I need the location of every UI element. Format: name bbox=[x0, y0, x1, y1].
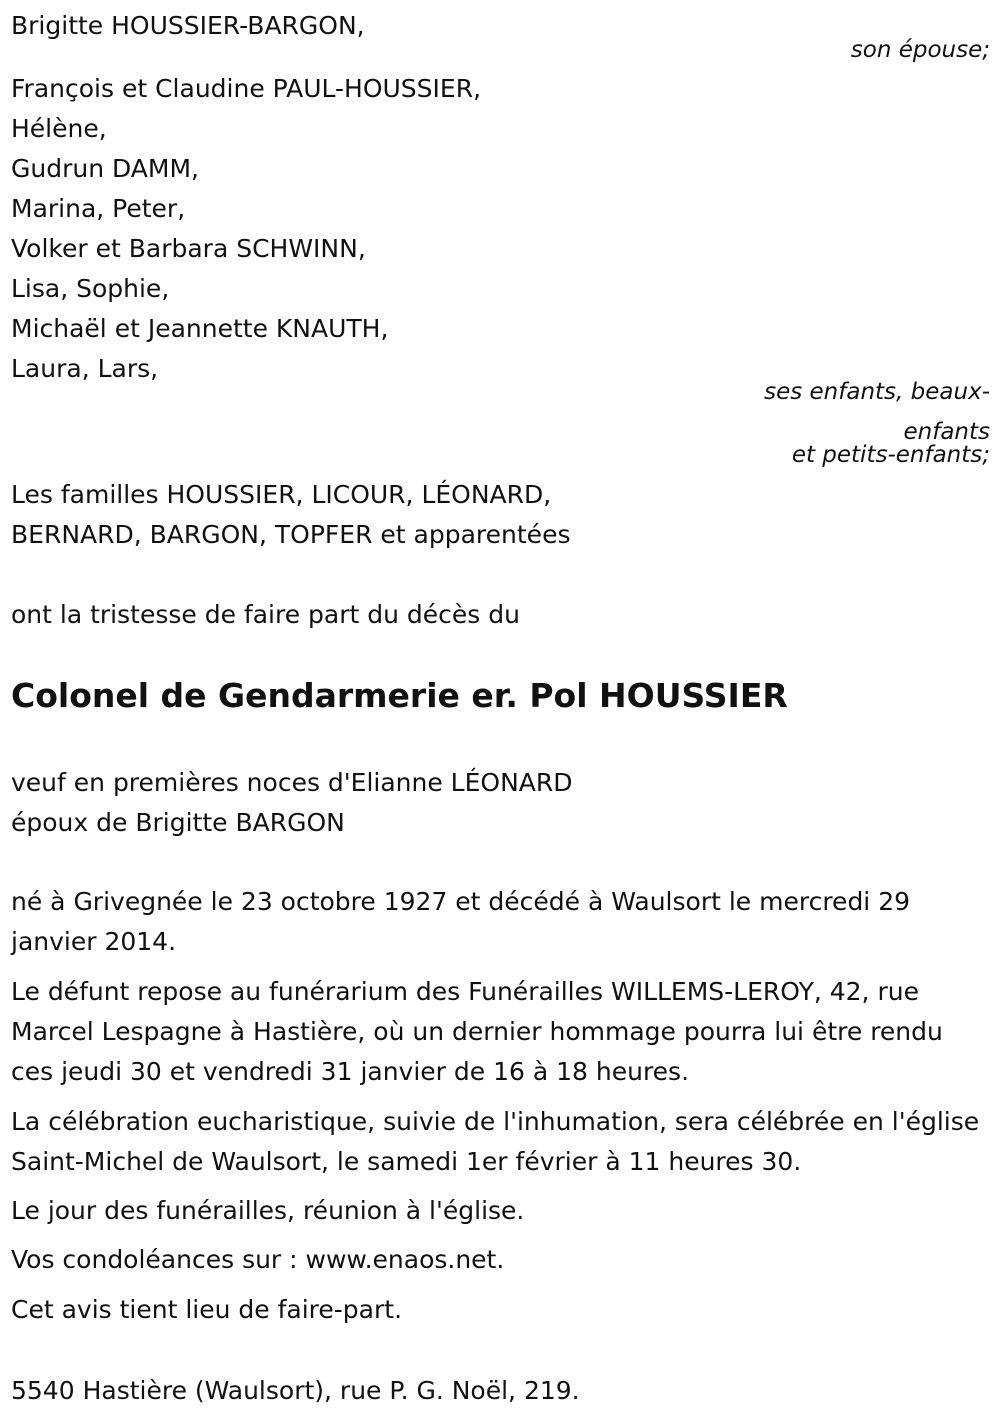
families-line1: Les familles HOUSSIER, LICOUR, LÉONARD, bbox=[11, 480, 552, 509]
condolences-paragraph: Vos condoléances sur : www.enaos.net. bbox=[11, 1245, 505, 1274]
deceased-name: Colonel de Gendarmerie er. Pol HOUSSIER bbox=[11, 676, 788, 715]
child-line: Lisa, Sophie, bbox=[11, 274, 170, 303]
address: 5540 Hastière (Waulsort), rue P. G. Noël, 219. bbox=[11, 1376, 580, 1405]
children-relation-line3: et petits-enfants; bbox=[791, 442, 990, 468]
families-line2: BERNARD, BARGON, TOPFER et apparentées bbox=[11, 520, 571, 549]
visitation-paragraph: Le défunt repose au funérarium des Funérailles WILLEMS-LEROY, 42, rue Marcel Lespagne à Hastière, où un dernier hommage pourra lui être rendu ces jeudi 30 et vendredi 31 janvier de 16 à 18 heures. bbox=[11, 977, 943, 1086]
notice-paragraph: Cet avis tient lieu de faire-part. bbox=[11, 1295, 403, 1324]
meeting-paragraph: Le jour des funérailles, réunion à l'église. bbox=[11, 1196, 525, 1225]
child-line: François et Claudine PAUL-HOUSSIER, bbox=[11, 74, 482, 103]
children-relation-line1: ses enfants, beaux- bbox=[764, 379, 990, 405]
ceremony-paragraph: La célébration eucharistique, suivie de l'inhumation, sera célébrée en l'église Saint-Michel de Waulsort, le samedi 1er février à 11 heures 30. bbox=[11, 1107, 980, 1176]
child-line: Gudrun DAMM, bbox=[11, 154, 200, 183]
widower-line: veuf en premières noces d'Elianne LÉONARD bbox=[11, 768, 573, 797]
child-line: Marina, Peter, bbox=[11, 194, 186, 223]
child-line: Laura, Lars, bbox=[11, 354, 159, 383]
child-line: Michaël et Jeannette KNAUTH, bbox=[11, 314, 389, 343]
birth-death-paragraph: né à Grivegnée le 23 octobre 1927 et décédé à Waulsort le mercredi 29 janvier 2014. bbox=[11, 887, 911, 956]
announcement: ont la tristesse de faire part du décès du bbox=[11, 600, 520, 629]
spouse-relation: son épouse; bbox=[850, 37, 990, 63]
child-line: Volker et Barbara SCHWINN, bbox=[11, 234, 366, 263]
husband-line: époux de Brigitte BARGON bbox=[11, 808, 345, 837]
child-line: Hélène, bbox=[11, 114, 107, 143]
children-relation-line2: enfants bbox=[903, 419, 990, 445]
spouse-name: Brigitte HOUSSIER-BARGON, bbox=[11, 11, 365, 40]
